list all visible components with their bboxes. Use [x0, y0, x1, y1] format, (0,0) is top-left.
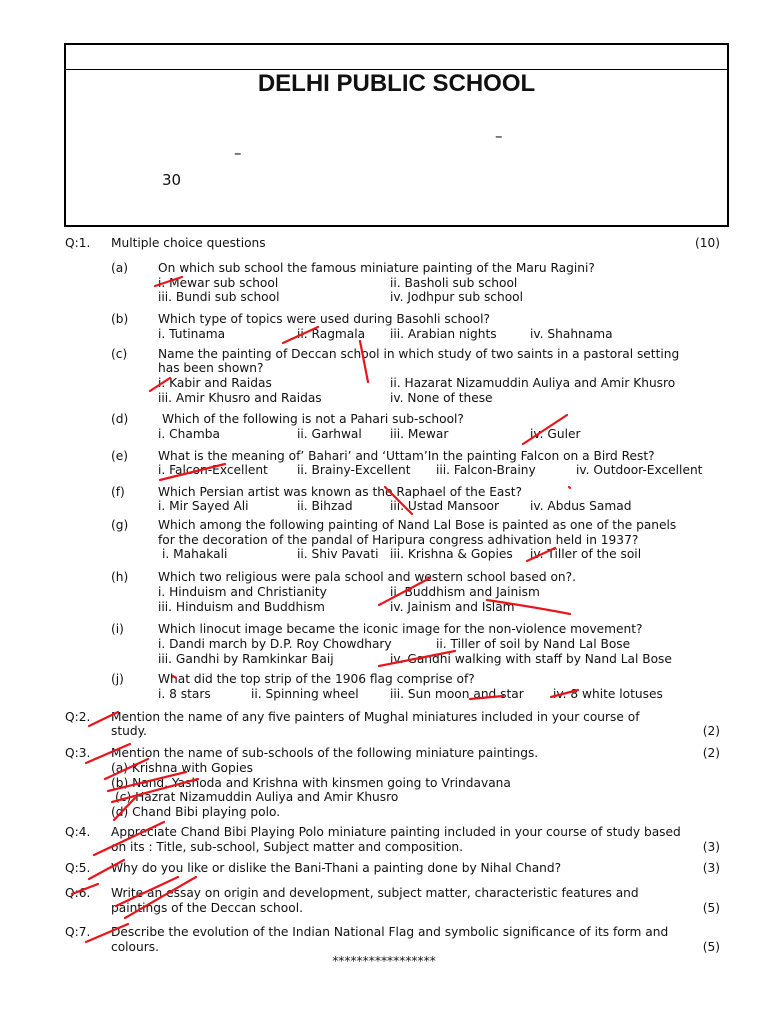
option: iv. Shahnama — [530, 327, 613, 341]
sub-question-label: (j) — [111, 672, 124, 686]
sub-question-text: Which two religious were pala school and western school based on?. — [158, 570, 576, 584]
sub-question-text: Which of the following is not a Pahari sub-school? — [162, 412, 464, 426]
list-item: (d) Chand Bibi playing polo. — [111, 805, 281, 819]
question-text: Appreciate Chand Bibi Playing Polo miniature painting included in your course of study based — [111, 825, 681, 839]
question-number: Q:7. — [65, 925, 91, 939]
option: ii. Spinning wheel — [251, 687, 359, 701]
option: i. Mewar sub school — [158, 276, 279, 290]
option: iv. Abdus Samad — [530, 499, 632, 513]
option: iii. Gandhi by Ramkinkar Baij — [158, 652, 334, 666]
question-marks: (2) — [702, 724, 720, 738]
question-text: Why do you like or dislike the Bani-Thani a painting done by Nihal Chand? — [111, 861, 562, 875]
sub-question-label: (g) — [111, 518, 129, 532]
header-box — [64, 43, 729, 227]
question-number: Q:2. — [65, 710, 91, 724]
end-marker: ***************** — [332, 954, 436, 968]
option: iv. 8 white lotuses — [553, 687, 663, 701]
sub-question-text: Which linocut image became the iconic image for the non-violence movement? — [158, 622, 643, 636]
option: ii. Ragmala — [297, 327, 366, 341]
question-number: Q:3. — [65, 746, 91, 760]
sub-question-label: (a) — [111, 261, 128, 275]
list-item: (c) Hazrat Nizamuddin Auliya and Amir Khusro — [115, 790, 399, 804]
sub-question-text: What is the meaning of’ Bahari’ and ‘Uttam’In the painting Falcon on a Bird Rest? — [158, 449, 655, 463]
option: iii. Mewar — [390, 427, 449, 441]
option: iii. Ustad Mansoor — [390, 499, 500, 513]
option: iii. Sun moon and star — [390, 687, 524, 701]
sub-question-label: (d) — [111, 412, 129, 426]
question-text: Mention the name of sub-schools of the following miniature paintings. — [111, 746, 539, 760]
question-marks: (3) — [702, 861, 720, 875]
school-name: DELHI PUBLIC SCHOOL — [257, 70, 536, 97]
list-item: (a) Krishna with Gopies — [111, 761, 253, 775]
option: iv. Outdoor-Excellent — [576, 463, 703, 477]
question-text: Write an essay on origin and development, subject matter, characteristic features and — [111, 886, 639, 900]
question-marks: (5) — [702, 940, 720, 954]
header-dash: – — [234, 144, 242, 162]
option: i. Mir Sayed Ali — [158, 499, 249, 513]
option: iii. Arabian nights — [390, 327, 497, 341]
option: i. Chamba — [158, 427, 220, 441]
option: iii. Krishna & Gopies — [390, 547, 513, 561]
sub-question-text: for the decoration of the pandal of Haripura congress adhivation held in 1937? — [158, 533, 639, 547]
option: i. Falcon-Excellent — [158, 463, 268, 477]
option: ii. Tiller of soil by Nand Lal Bose — [436, 637, 631, 651]
question-number: Q:1. — [65, 236, 91, 250]
option: ii. Bihzad — [297, 499, 353, 513]
option: iii. Hinduism and Buddhism — [158, 600, 325, 614]
option: ii. Shiv Pavati — [297, 547, 379, 561]
question-text: paintings of the Deccan school. — [111, 901, 303, 915]
option: iv. None of these — [390, 391, 493, 405]
option: ii. Basholi sub school — [390, 276, 518, 290]
sub-question-text: Which type of topics were used during Basohli school? — [158, 312, 490, 326]
option: i. 8 stars — [158, 687, 211, 701]
option: ii. Garhwal — [297, 427, 362, 441]
option: iii. Bundi sub school — [158, 290, 280, 304]
option: i. Mahakali — [162, 547, 228, 561]
sub-question-label: (c) — [111, 347, 128, 361]
question-marks: (2) — [702, 746, 720, 760]
sub-question-text: Which Persian artist was known as the Raphael of the East? — [158, 485, 522, 499]
question-marks: (5) — [702, 901, 720, 915]
option: iv. Gandhi walking with staff by Nand Lal Bose — [390, 652, 672, 666]
option: iii. Falcon-Brainy — [436, 463, 536, 477]
option: iv. Jainism and Islam — [390, 600, 515, 614]
sub-question-label: (e) — [111, 449, 129, 463]
sub-question-text: Name the painting of Deccan school in which study of two saints in a pastoral setting — [158, 347, 680, 361]
sub-question-text: has been shown? — [158, 361, 264, 375]
question-text: Mention the name of any five painters of Mughal miniatures included in your course of — [111, 710, 640, 724]
option: i. Kabir and Raidas — [158, 376, 272, 390]
max-marks: 30 — [162, 171, 182, 189]
question-marks: (3) — [702, 840, 720, 854]
question-text: Describe the evolution of the Indian National Flag and symbolic significance of its form and — [111, 925, 669, 939]
option: ii. Buddhism and Jainism — [390, 585, 540, 599]
sub-question-label: (b) — [111, 312, 129, 326]
question-marks: (10) — [694, 236, 720, 250]
sub-question-label: (f) — [111, 485, 125, 499]
option: i. Tutinama — [158, 327, 226, 341]
option: iii. Amir Khusro and Raidas — [158, 391, 322, 405]
sub-question-text: Which among the following painting of Nand Lal Bose is painted as one of the panels — [158, 518, 677, 532]
option: iv. Tiller of the soil — [530, 547, 642, 561]
option: ii. Brainy-Excellent — [297, 463, 411, 477]
option: i. Hinduism and Christianity — [158, 585, 327, 599]
question-title: Multiple choice questions — [111, 236, 266, 250]
question-number: Q:6. — [65, 886, 91, 900]
option: iv. Jodhpur sub school — [390, 290, 524, 304]
list-item: (b) Nand, Yashoda and Krishna with kinsmen going to Vrindavana — [111, 776, 511, 790]
header-dash: – — [495, 127, 503, 145]
option: iv. Guler — [530, 427, 581, 441]
question-number: Q:5. — [65, 861, 91, 875]
question-text: on its : Title, sub-school, Subject matter and composition. — [111, 840, 464, 854]
sub-question-text: What did the top strip of the 1906 flag comprise of? — [158, 672, 475, 686]
pen-mark — [569, 487, 570, 488]
sub-question-text: On which sub school the famous miniature painting of the Maru Ragini? — [158, 261, 595, 275]
question-number: Q:4. — [65, 825, 91, 839]
sub-question-label: (i) — [111, 622, 124, 636]
option: ii. Hazarat Nizamuddin Auliya and Amir Khusro — [390, 376, 676, 390]
sub-question-label: (h) — [111, 570, 129, 584]
option: i. Dandi march by D.P. Roy Chowdhary — [158, 637, 392, 651]
question-text: study. — [111, 724, 147, 738]
question-text: colours. — [111, 940, 159, 954]
